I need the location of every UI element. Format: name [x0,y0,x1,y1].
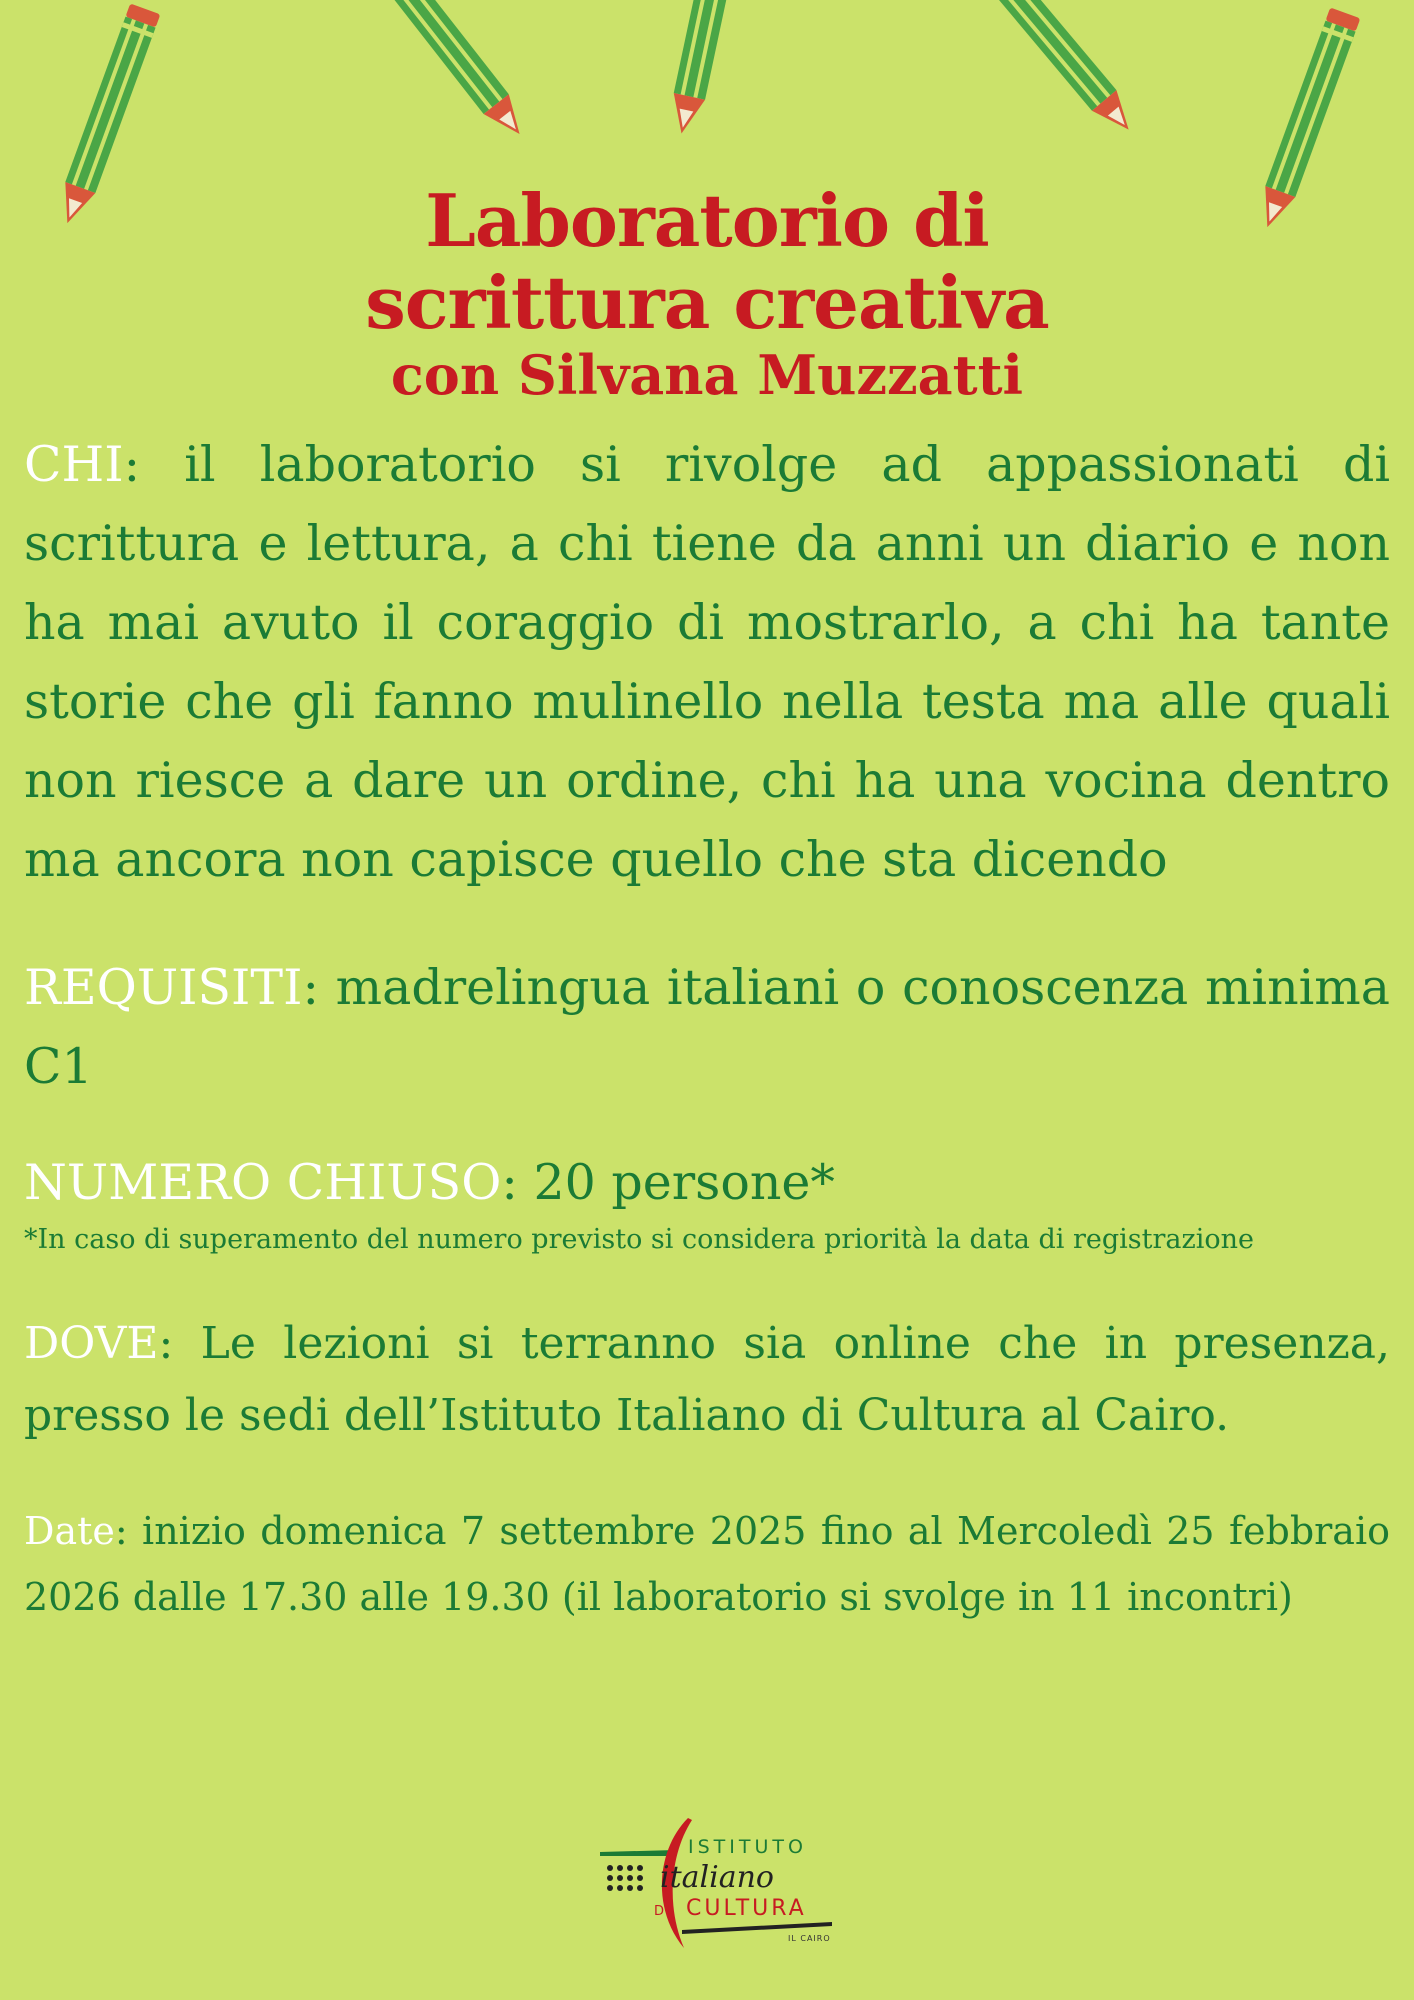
section-requisiti [24,948,1390,1106]
requisiti-text: : madrelingua italiani o conoscenza minima C1 [24,959,1390,1095]
title-line-1: Laboratorio di [425,178,989,263]
section-chi [24,425,1390,899]
logo-city: IL CAIRO [788,1934,831,1943]
title-line-2: scrittura creativa [365,260,1049,345]
pencil-icon [365,0,535,147]
requisiti-label: REQUISITI [24,959,303,1016]
date-text: : inizio domenica 7 settembre 2025 fino al Mercoledì 25 febbraio 2026 dalle 17.30 alle 19.30 (il laboratorio si svolge in 11 incontri) [24,1509,1390,1619]
dove-label: DOVE [24,1318,159,1369]
section-dove [24,1308,1390,1452]
logo-italiano: italiano [660,1860,774,1895]
page-title [0,180,1414,406]
dove-text: : Le lezioni si terranno sia online che in presenza, presso le sedi dell’Istituto Italiano di Cultura al Cairo. [24,1318,1390,1441]
istituto-logo [596,1810,836,1950]
numero-footnote: *In caso di superamento del numero previsto si considera priorità la data di registrazione [24,1224,1254,1255]
logo-di: DI [654,1904,674,1919]
section-date [24,1498,1390,1630]
numero-label: NUMERO CHIUSO [24,1154,502,1211]
date-label: Date [24,1509,115,1553]
numero-text: : 20 persone* [501,1154,835,1211]
chi-label: CHI [24,436,124,493]
logo-cultura: CULTURA [686,1896,807,1921]
logo-istituto: ISTITUTO [688,1836,807,1858]
chi-text: : il laboratorio si rivolge ad appassionati di scrittura e lettura, a chi tiene da anni un diario e non ha mai avuto il coraggio di mostrarlo, a chi ha tante storie che gli fanno mulinello nella testa ma alle quali non riesce a dare un ordine, chi ha una vocina dentro ma ancora non capisce quello che sta dicendo [24,436,1390,888]
title-subtitle: con Silvana Muzzatti [390,343,1024,407]
pencil-icon [663,0,746,139]
pencil-icon [968,0,1143,143]
section-numero-chiuso [24,1143,1390,1222]
